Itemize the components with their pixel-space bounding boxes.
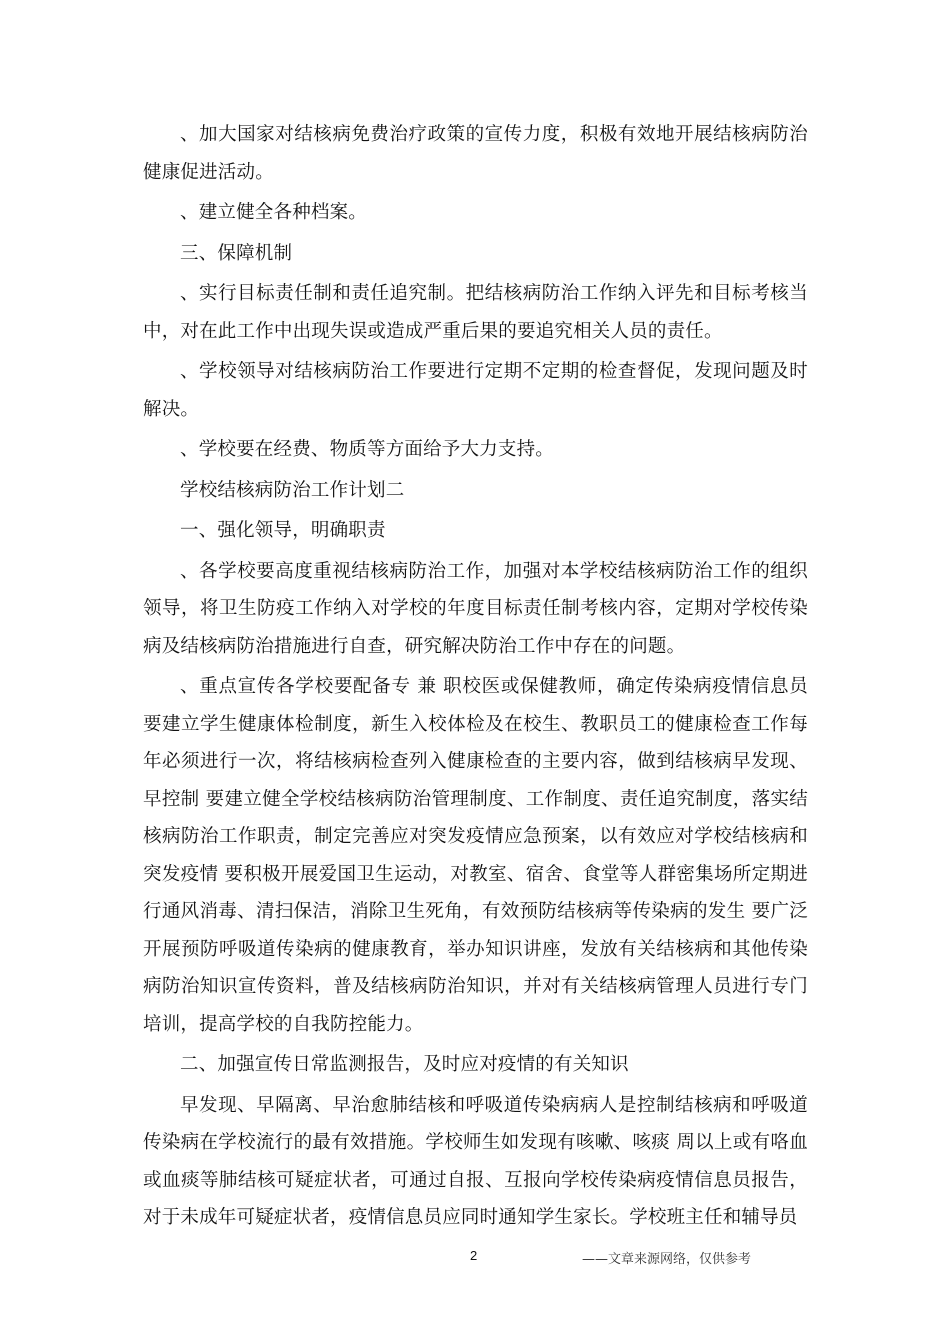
paragraph: 、学校要在经费、物质等方面给予大力支持。 [180,439,555,460]
document-subtitle: 学校结核病防治工作计划二 [180,479,405,501]
paragraph: 、学校领导对结核病防治工作要进行定期不定期的检查督促，发现问题及时解决。 [143,361,808,420]
paragraph: 、建立健全各种档案。 [180,202,368,223]
page-number: 2 [470,1248,478,1263]
document-body [143,116,808,1240]
paragraph: 、实行目标责任制和责任追究制。把结核病防治工作纳入评先和目标考核当中，对在此工作中出现失误或造成严重后果的要追究相关人员的责任。 [143,283,808,342]
paragraph: 、各学校要高度重视结核病防治工作，加强对本学校结核病防治工作的组织领导，将卫生防疫工作纳入对学校的年度目标责任制考核内容，定期对学校传染病及结核病防治措施进行自查，研究解决防治工作中存在的问题。 [143,560,808,657]
paragraph: 、加大国家对结核病免费治疗政策的宣传力度，积极有效地开展结核病防治健康促进活动。 [143,124,808,183]
section-heading: 三、保障机制 [180,242,293,264]
section-heading: 一、强化领导，明确职责 [180,520,386,541]
paragraph: 早发现、早隔离、早治愈肺结核和呼吸道传染病病人是控制结核病和呼吸道传染病在学校流行的最有效措施。学校师生如发现有咳嗽、咳痰 周以上或有咯血或血痰等肺结核可疑症状者，可通过自报、互报向学校传染病疫情信息员报告，对于未成年可疑症状者，疫情信息员应同时通知学生家长。学校班主任和辅导员 [143,1094,808,1228]
section-heading: 二、加强宣传日常监测报告，及时应对疫情的有关知识 [180,1054,629,1075]
paragraph: 、重点宣传各学校要配备专 兼 职校医或保健教师，确定传染病疫情信息员 要建立学生健康体检制度，新生入校体检及在校生、教职员工的健康检查工作每年必须进行一次，将结核病检查列入健康检查的主要内容，做到结核病早发现、早控制 要建立健全学校结核病防治管理制度、工作制度、责任追究制度，落实结核病防治工作职责，制定完善应对突发疫情应急预案，以有效应对学校结核病和突发疫情 要积极开展爱国卫生运动，对教室、宿舍、食堂等人群密集场所定期进行通风消毒、清扫保洁，消除卫生死角，有效预防结核病等传染病的发生 要广泛开展预防呼吸道传染病的健康教育，举办知识讲座，发放有关结核病和其他传染病防治知识宣传资料，普及结核病防治知识，并对有关结核病管理人员进行专门培训，提高学校的自我防控能力。 [143,676,808,1035]
source-note: ——文章来源网络，仅供参考 [582,1252,752,1267]
